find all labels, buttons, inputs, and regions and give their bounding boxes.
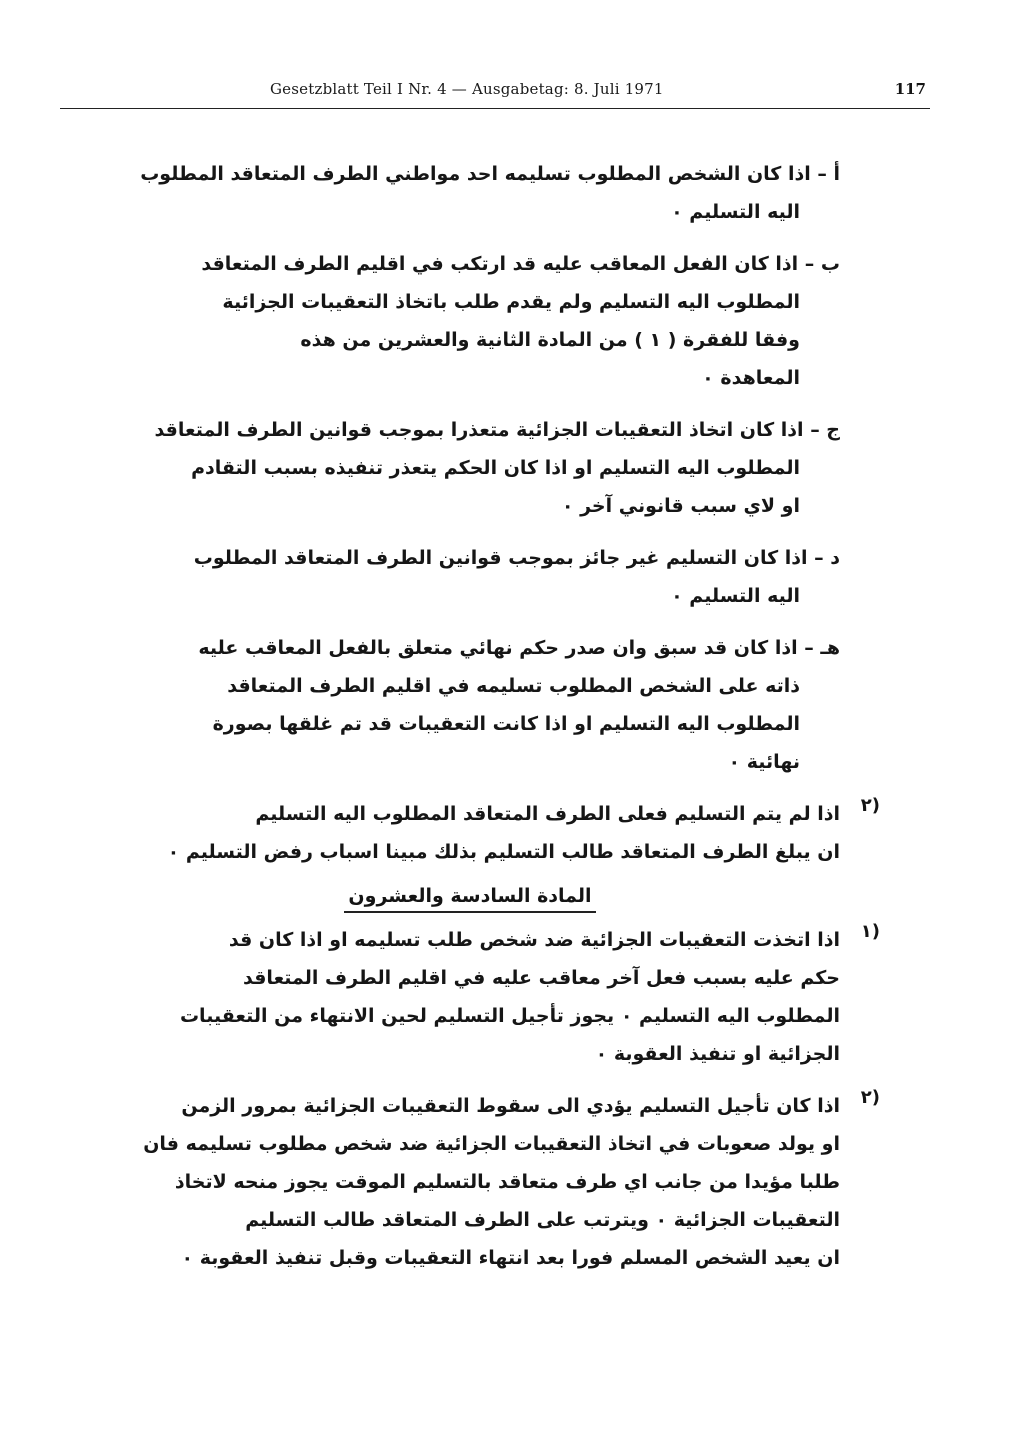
text-line: ج – اذا كان اتخاذ التعقيبات الجزائية متعذرا بموجب قوانين الطرف المتعاقد [154,419,840,441]
text-line: اليه التسليم ٠ [671,585,800,607]
text-line: التعقيبات الجزائية ٠ ويترتب على الطرف المتعاقد طالب التسليم [245,1209,840,1231]
text-line: او لاي سبب قانوني آخر ٠ [561,495,800,517]
document-body [100,155,880,1291]
text-line: وفقا للفقرة ( ١ ) من المادة الثانية والعشرين من هذه [300,329,800,351]
item-e [100,629,840,781]
text-line: ان يعيد الشخص المسلم فورا بعد انتهاء التعقيبات وقبل تنفيذ العقوبة ٠ [181,1247,840,1269]
text-line: ب – اذا كان الفعل المعاقب عليه قد ارتكب في اقليم الطرف المتعاقد [201,253,840,275]
paragraph-number: ١) [860,921,880,942]
item-a [100,155,840,231]
text-line: او يولد صعوبات في اتخاذ التعقيبات الجزائية ضد شخص مطلوب تسليمه فان [143,1133,840,1155]
article-heading-text: المادة السادسة والعشرون [344,885,595,913]
item-c [100,411,840,525]
text-line: المعاهدة ٠ [702,367,800,389]
article-paragraph-2 [100,1087,880,1277]
text-line: المطلوب اليه التسليم ٠ يجوز تأجيل التسليم لحين الانتهاء من التعقيبات [179,1005,840,1027]
text-line: المطلوب اليه التسليم او اذا كانت التعقيبات قد تم غلقها بصورة [212,713,800,735]
item-b [100,245,840,397]
text-line: الجزائية او تنفيذ العقوبة ٠ [595,1043,840,1065]
text-line: ذاته على الشخص المطلوب تسليمه في اقليم الطرف المتعاقد [227,675,800,697]
page-number: 117 [894,80,926,98]
paragraph-2 [100,795,880,871]
gazette-title: Gesetzblatt Teil I Nr. 4 — Ausgabetag: 8. Juli 1971 [270,80,664,98]
article-paragraph-1 [100,921,880,1073]
item-d [100,539,840,615]
text-line: المطلوب اليه التسليم ولم يقدم طلب باتخاذ التعقيبات الجزائية [222,291,800,313]
text-line: المطلوب اليه التسليم او اذا كان الحكم يتعذر تنفيذه بسبب التقادم [191,457,800,479]
text-line: نهائية ٠ [728,751,800,773]
text-line: حكم عليه بسبب فعل آخر معاقب عليه في اقليم الطرف المتعاقد [243,967,840,989]
article-heading [100,885,840,907]
text-line: اذا اتخذت التعقيبات الجزائية ضد شخص طلب تسليمه او اذا كان قد [228,929,840,951]
text-line: ان يبلغ الطرف المتعاقد طالب التسليم بذلك مبينا اسباب رفض التسليم ٠ [167,841,840,863]
text-line: د – اذا كان التسليم غير جائز بموجب قوانين الطرف المتعاقد المطلوب [193,547,840,569]
paragraph-number: ٢) [860,1087,880,1108]
page-header [60,78,930,118]
paragraph-number: ٢) [860,795,880,816]
text-line: اليه التسليم ٠ [671,201,800,223]
text-line: طلبا مؤيدا من جانب اي طرف متعاقد بالتسليم الموقت يجوز منحه لاتخاذ [174,1171,840,1193]
text-line: اذا لم يتم التسليم فعلى الطرف المتعاقد المطلوب اليه التسليم [255,803,840,825]
header-rule [60,108,930,109]
text-line: هـ – اذا كان قد سبق وان صدر حكم نهائي متعلق بالفعل المعاقب عليه [198,637,840,659]
text-line: اذا كان تأجيل التسليم يؤدي الى سقوط التعقيبات الجزائية بمرور الزمن [181,1095,840,1117]
text-line: أ – اذا كان الشخص المطلوب تسليمه احد مواطني الطرف المتعاقد المطلوب [140,163,840,185]
